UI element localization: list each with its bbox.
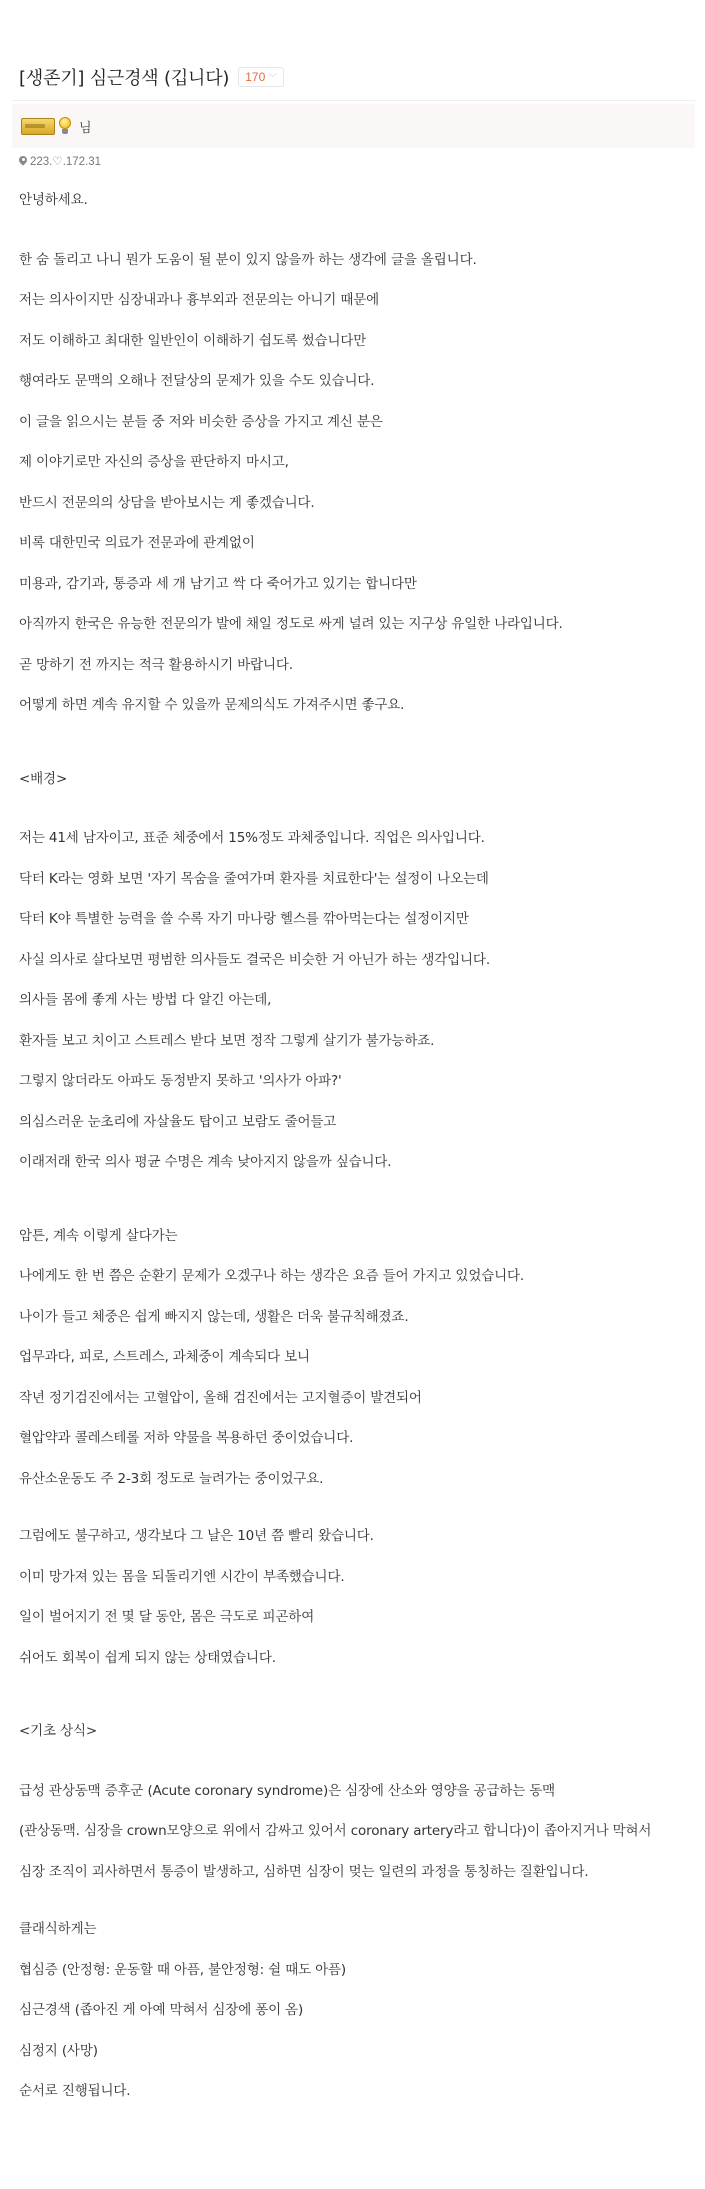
body-paragraph: 반드시 전문의의 상담을 받아보시는 게 좋겠습니다. [19, 494, 315, 511]
body-paragraph: (관상동맥. 심장을 crown모양으로 위에서 감싸고 있어서 coronary artery라고 합니다)이 좁아지거나 막혀서 [19, 1823, 652, 1839]
location-pin-icon [19, 156, 27, 167]
body-paragraph: 이 글을 읽으시는 분들 중 저와 비슷한 증상을 가지고 계신 분은 [19, 413, 383, 430]
body-paragraph: 곧 망하기 전 까지는 적극 활용하시기 바랍니다. [19, 656, 293, 673]
body-paragraph: 쉬어도 회복이 쉽게 되지 않는 상태였습니다. [19, 1649, 276, 1666]
author-nickname[interactable] [21, 117, 73, 135]
body-paragraph: 급성 관상동맥 증후군 (Acute coronary syndrome)은 심장에 산소와 영양을 공급하는 동맥 [19, 1782, 556, 1799]
body-paragraph: 클래식하게는 [19, 1921, 97, 1937]
body-paragraph: 혈압약과 콜레스테롤 저하 약물을 복용하던 중이었습니다. [19, 1430, 354, 1446]
body-paragraph: 미용과, 감기과, 통증과 세 개 남기고 싹 다 죽어가고 있기는 합니다만 [19, 575, 417, 592]
title-divider [12, 100, 695, 101]
lightbulb-icon [57, 117, 73, 135]
level-badge-icon [21, 118, 55, 135]
chevron-down-icon: ﹀ [268, 72, 278, 83]
body-paragraph: 저는 의사이지만 심장내과나 흉부외과 전문의는 아니기 때문에 [19, 292, 380, 308]
body-paragraph: 심장 조직이 괴사하면서 통증이 발생하고, 심하면 심장이 멎는 일련의 과정을 통칭하는 질환입니다. [19, 1863, 589, 1880]
body-paragraph: 이래저래 한국 의사 평균 수명은 계속 낮아지지 않을까 싶습니다. [19, 1154, 392, 1170]
body-paragraph: 순서로 진행됩니다. [19, 2083, 131, 2099]
post-header [19, 64, 284, 90]
section-heading-basics: <기초 상식> [19, 1723, 98, 1739]
body-paragraph: 어떻게 하면 계속 유지할 수 있을까 문제의식도 가져주시면 좋구요. [19, 697, 405, 713]
body-paragraph: 나이가 들고 체중은 쉽게 빠지지 않는데, 생활은 더욱 불규칙해졌죠. [19, 1308, 409, 1325]
body-paragraph: 저는 41세 남자이고, 표준 체중에서 15%정도 과체중입니다. 직업은 의사입니다. [19, 830, 485, 846]
body-paragraph: 사실 의사로 살다보면 평범한 의사들도 결국은 비슷한 거 아닌가 하는 생각입니다. [19, 951, 490, 968]
body-paragraph: 나에게도 한 번 쯤은 순환기 문제가 오겠구나 하는 생각은 요즘 들어 가지고 있었습니다. [19, 1268, 525, 1284]
body-paragraph: 닥터 K야 특별한 능력을 쓸 수록 자기 마나랑 헬스를 깎아먹는다는 설정이지만 [19, 911, 469, 927]
body-paragraph: 심근경색 (좁아진 게 아예 막혀서 심장에 퐁이 옴) [19, 2002, 304, 2018]
body-paragraph: 협심증 (안정형: 운동할 때 아픔, 불안정형: 쉴 때도 아픔) [19, 1961, 347, 1978]
body-paragraph: 한 숨 돌리고 나니 뭔가 도움이 될 분이 있지 않을까 하는 생각에 글을 올립니다. [19, 251, 477, 268]
post-body [19, 180, 689, 2112]
view-count: 170 [245, 70, 266, 84]
body-paragraph: 의사들 몸에 좋게 사는 방법 다 알긴 아는데, [19, 992, 272, 1008]
author-suffix: 님 [79, 120, 92, 136]
author-bar [12, 104, 695, 148]
ip-address [19, 154, 101, 168]
body-paragraph: 일이 벌어지기 전 몇 달 동안, 몸은 극도로 피곤하여 [19, 1609, 315, 1625]
section-heading-background: <배경> [19, 770, 68, 787]
body-paragraph: 이미 망가져 있는 몸을 되돌리기엔 시간이 부족했습니다. [19, 1568, 345, 1585]
body-paragraph: 닥터 K라는 영화 보면 '자기 목숨을 줄여가며 환자를 치료한다'는 설정이 나오는데 [19, 870, 489, 887]
body-paragraph: 그럼에도 불구하고, 생각보다 그 날은 10년 쯤 빨리 왔습니다. [19, 1528, 374, 1544]
body-paragraph: 심정지 (사망) [19, 2042, 98, 2059]
body-paragraph: 행여라도 문맥의 오해나 전달상의 문제가 있을 수도 있습니다. [19, 373, 375, 389]
body-paragraph: 유산소운동도 주 2-3회 정도로 늘려가는 중이었구요. [19, 1470, 324, 1487]
ip-text: 223.♡.172.31 [30, 156, 102, 168]
body-paragraph: 암튼, 계속 이렇게 살다가는 [19, 1227, 178, 1244]
body-paragraph: 아직까지 한국은 유능한 전문의가 발에 채일 정도로 싸게 널려 있는 지구상 유일한 나라입니다. [19, 616, 563, 632]
body-paragraph: 제 이야기로만 자신의 증상을 판단하지 마시고, [19, 454, 289, 470]
view-count-badge[interactable] [238, 67, 284, 87]
body-paragraph: 의심스러운 눈초리에 자살율도 탑이고 보람도 줄어들고 [19, 1113, 337, 1130]
post-title: [생존기] 심근경색 (깁니다) [19, 68, 230, 89]
body-paragraph: 환자들 보고 치이고 스트레스 받다 보면 정작 그렇게 살기가 불가능하죠. [19, 1032, 435, 1049]
body-paragraph: 저도 이해하고 최대한 일반인이 이해하기 쉽도록 썼습니다만 [19, 332, 367, 349]
body-paragraph: 안녕하세요. [19, 192, 88, 208]
body-paragraph: 비록 대한민국 의료가 전문과에 관계없이 [19, 535, 255, 551]
body-paragraph: 업무과다, 피로, 스트레스, 과체중이 계속되다 보니 [19, 1349, 310, 1365]
body-paragraph: 작년 정기검진에서는 고혈압이, 올해 검진에서는 고지혈증이 발견되어 [19, 1389, 422, 1406]
body-paragraph: 그렇지 않더라도 아파도 동정받지 못하고 '의사가 아파?' [19, 1073, 342, 1089]
